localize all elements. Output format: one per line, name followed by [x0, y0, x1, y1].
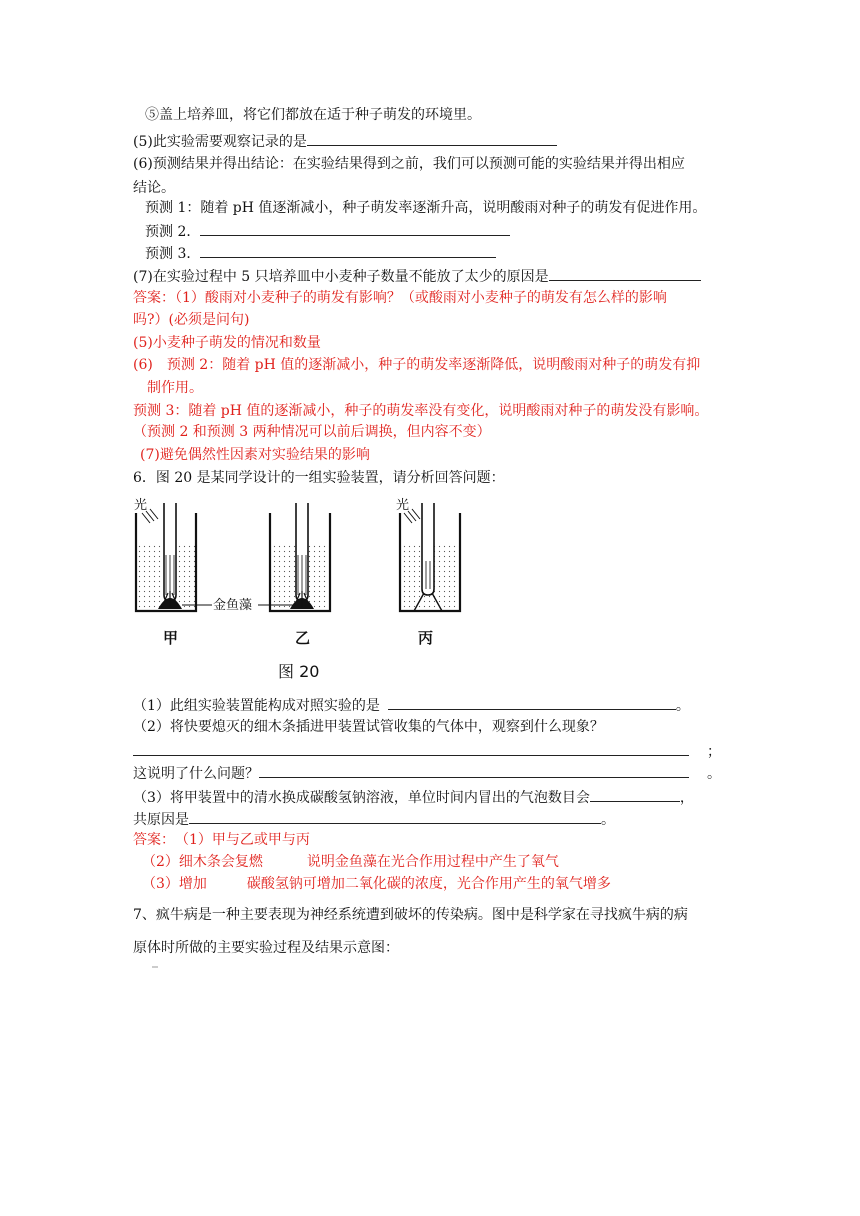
q6-item2: （2）将快要熄灭的细木条插进甲装置试管收集的气体中，观察到什么现象？ [133, 719, 604, 735]
q7-line2: 原体时所做的主要实验过程及结果示意图： [133, 940, 399, 956]
q5-item6-line1: (6)预测结果并得出结论：在实验结果得到之前，我们可以预测可能的实验结果并得出相应 [133, 156, 685, 172]
q6-item1: （1）此组实验装置能构成对照实验的是 。 [133, 694, 690, 716]
q5-pred3-text: 预测 3． [145, 246, 201, 262]
q6-answer-2a: （2）细木条会复燃 [142, 854, 263, 870]
q5-item6-line2: 结论。 [133, 180, 175, 196]
q6-answer-3 [142, 874, 611, 894]
q6-item3: （3）将甲装置中的清水换成碳酸氢钠溶液，单位时间内冒出的气泡数目会 ， [133, 786, 694, 808]
light-label-bing: 光 [396, 498, 410, 513]
q6-item3b-blank[interactable] [189, 808, 601, 824]
q5-item7 [133, 265, 701, 287]
q5-item5-text: (5)此实验需要观察记录的是 [133, 134, 307, 150]
image-placeholder-mark [152, 966, 158, 968]
q6-item3-blank[interactable] [590, 786, 680, 802]
figure-caption: 图 20 [278, 662, 320, 681]
q5-item7-text: (7)在实验过程中 5 只培养皿中小麦种子数量不能放了太少的原因是 [133, 269, 549, 285]
q5-item5-blank[interactable] [307, 130, 557, 146]
q5-answer-line7: （预测 2 和预测 3 两种情况可以前后调换，但内容不变） [133, 424, 491, 440]
q6-item2b-blank[interactable] [259, 762, 689, 778]
q5-item7-blank[interactable] [549, 265, 701, 281]
q5-pred1: 预测 1：随着 pH 值逐渐减小，种子萌发率逐渐升高，说明酸雨对种子的萌发有促进作用。 [145, 200, 707, 216]
q5-answer-line8: (7)避免偶然性因素对实验结果的影响 [140, 447, 370, 463]
q6-item2b-text: 这说明了什么问题？ [133, 766, 259, 782]
q6-item3b-text: 共原因是 [133, 812, 189, 828]
q6-item1-text: （1）此组实验装置能构成对照实验的是 [133, 698, 380, 714]
q5-answer-line5: 制作用。 [147, 380, 203, 396]
q5-pred3-blank[interactable] [200, 242, 496, 258]
q5-answer-line2: 吗?）(必须是问句) [133, 312, 250, 328]
q6-answer-2b: 说明金鱼藻在光合作用过程中产生了氧气 [306, 854, 559, 870]
q6-stem: 6．图 20 是某同学设计的一组实验装置，请分析回答问题： [133, 470, 505, 486]
plant-label: 金鱼藻 [213, 598, 253, 613]
q5-step5: ⑤盖上培养皿，将它们都放在适于种子萌发的环境里。 [145, 107, 481, 123]
q6-item3-text: （3）将甲装置中的清水换成碳酸氢钠溶液，单位时间内冒出的气泡数目会 [133, 790, 590, 806]
figure-20 [128, 495, 478, 685]
q5-item5 [133, 130, 557, 152]
q6-item2-answer: ； [133, 740, 721, 762]
label-jia: 甲 [163, 629, 179, 647]
q6-item3b: 共原因是 。 [133, 808, 615, 830]
beaker-yi [270, 503, 330, 611]
q5-answer-line4: (6) 预测 2：随着 pH 值的逐渐减小，种子的萌发率逐渐降低，说明酸雨对种子的萌发有抑 [133, 357, 701, 373]
q6-answer-1: 答案： （1）甲与乙或甲与丙 [133, 832, 310, 848]
label-yi: 乙 [295, 629, 311, 647]
q5-answer-line3: (5)小麦种子萌发的情况和数量 [133, 335, 321, 351]
q5-pred2-text: 预测 2． [145, 224, 201, 240]
q5-answer-line6: 预测 3：随着 pH 值的逐渐减小，种子的萌发率没有变化，说明酸雨对种子的萌发没有影响。 [133, 403, 709, 419]
light-label-jia: 光 [134, 498, 148, 513]
q6-item1-blank[interactable] [388, 694, 676, 710]
q5-pred2 [145, 220, 510, 242]
q7-line1: 7、疯牛病是一种主要表现为神经系统遭到破坏的传染病。图中是科学家在寻找疯牛病的病 [133, 907, 688, 923]
beaker-jia [136, 503, 196, 611]
q6-answer-2 [142, 852, 559, 872]
q6-answer-3a: （3）增加 [142, 876, 207, 892]
q6-answer-3b: 碳酸氢钠可增加二氧化碳的浓度，光合作用产生的氧气增多 [246, 876, 611, 892]
label-bing: 丙 [418, 629, 434, 647]
q6-item2b: 这说明了什么问题？ 。 [133, 762, 721, 784]
q5-pred3 [145, 242, 496, 264]
q6-item2-blank[interactable] [133, 740, 689, 756]
q5-answer-line1: 答案：（1）酸雨对小麦种子的萌发有影响？（或酸雨对小麦种子的萌发有怎么样的影响 [133, 290, 667, 306]
q5-pred2-blank[interactable] [200, 220, 510, 236]
